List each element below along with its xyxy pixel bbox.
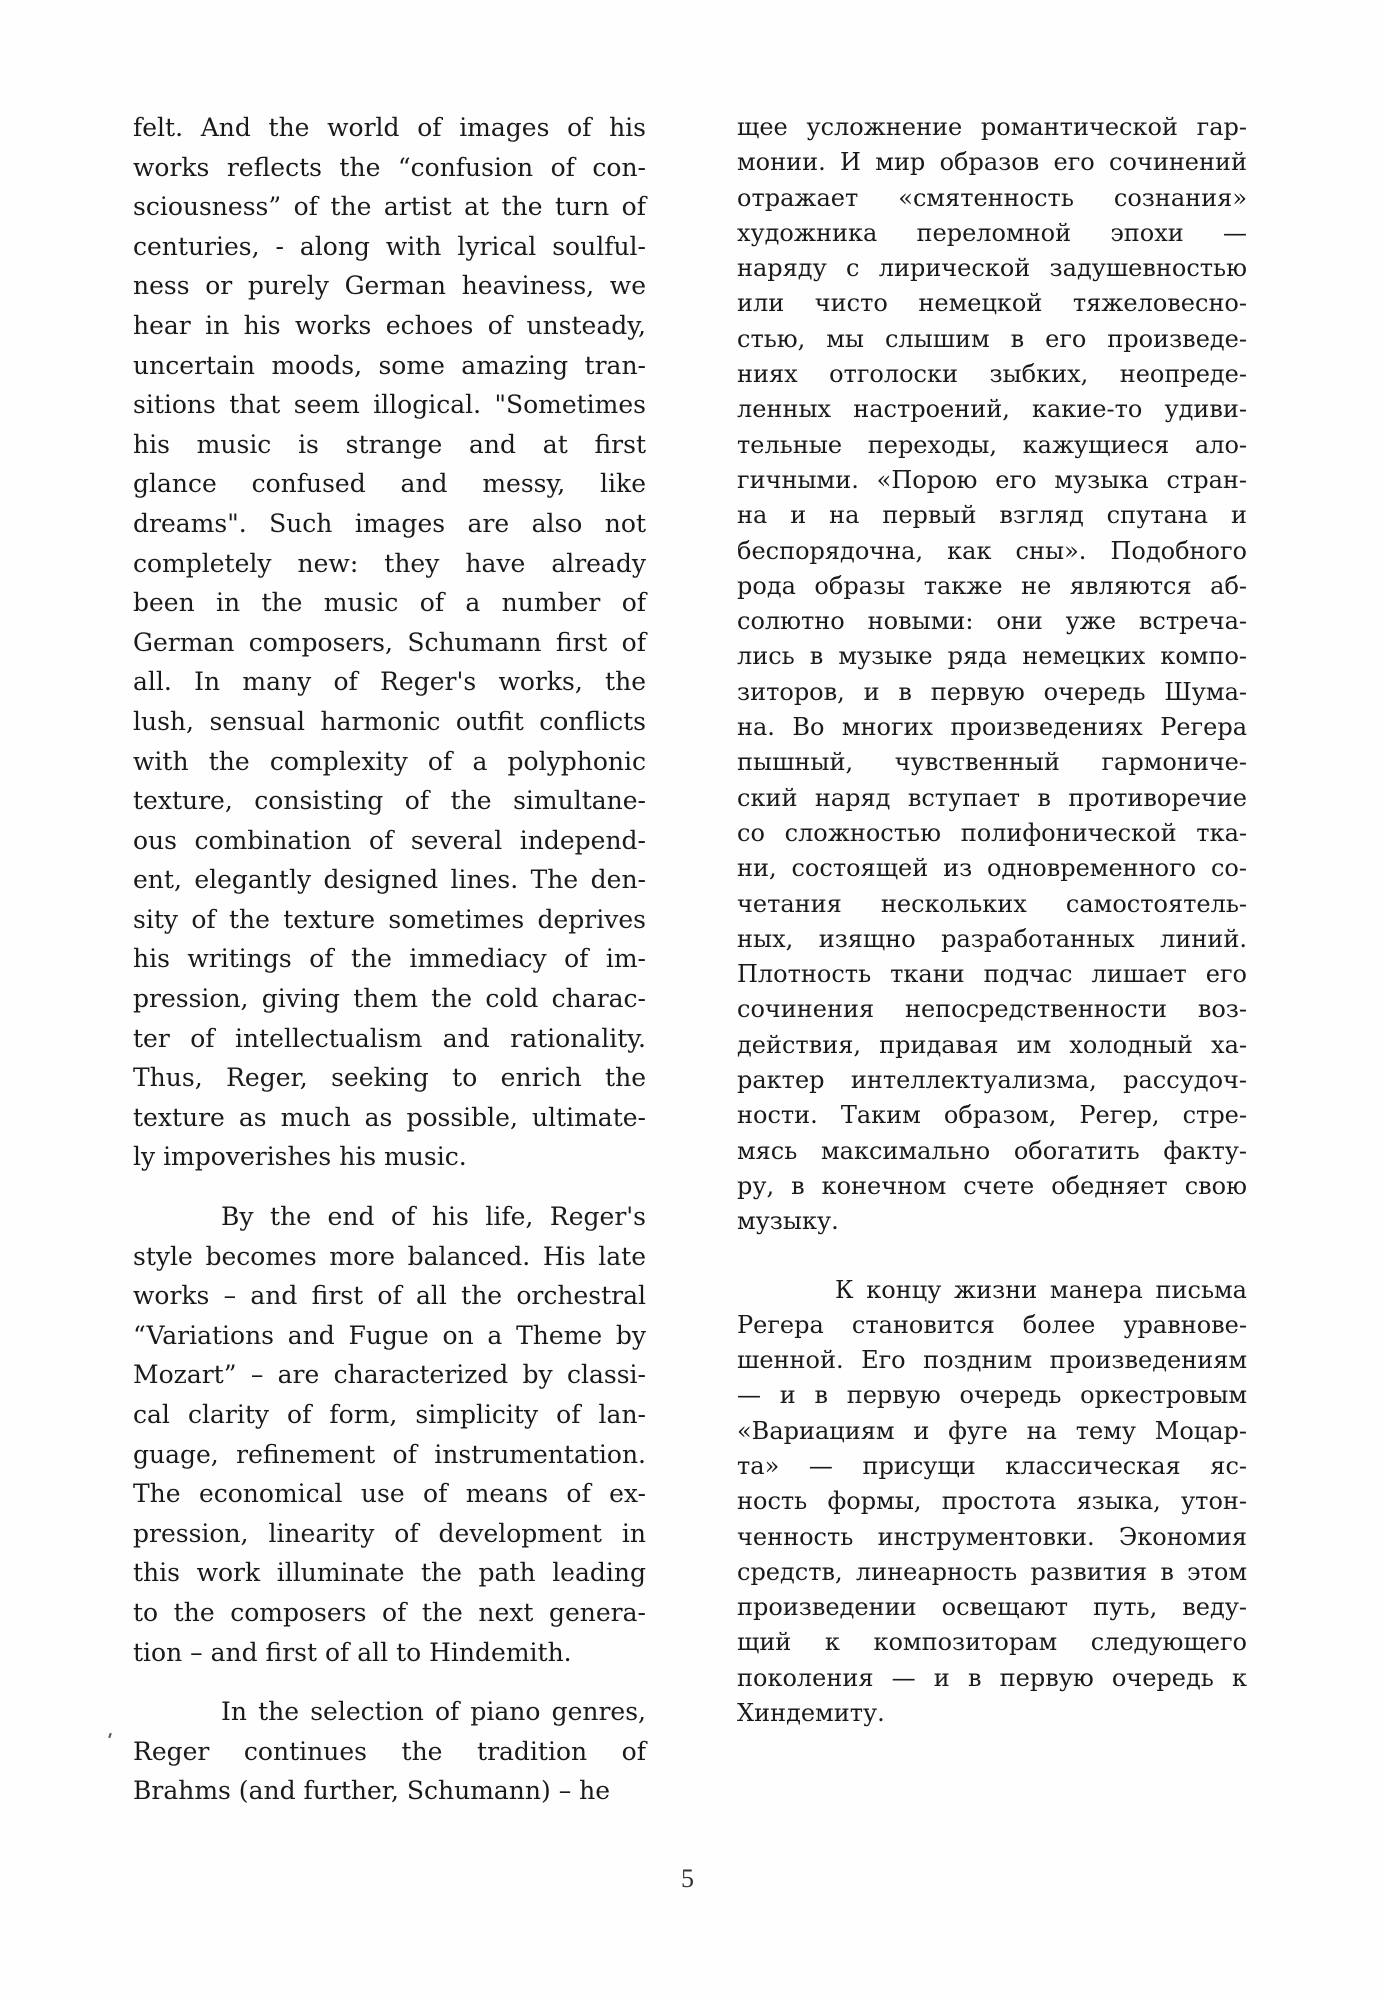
text-line: cal clarity of form, simplicity of lan- bbox=[133, 1400, 646, 1429]
text-line: мясь максимально обогатить факту- bbox=[737, 1136, 1247, 1165]
text-line: художника переломной эпохи — bbox=[737, 218, 1247, 247]
text-line: centuries, - along with lyrical soulful- bbox=[133, 231, 646, 261]
text-line: сочинения непосредственности воз- bbox=[737, 995, 1247, 1024]
text-line: this work illuminate the path leading bbox=[133, 1558, 646, 1588]
text-line: монии. И мир образов его сочинений bbox=[737, 148, 1247, 177]
text-line: — и в первую очередь оркестровым bbox=[737, 1381, 1247, 1410]
text-line: style becomes more balanced. His late bbox=[133, 1241, 646, 1271]
text-line: щий к композиторам следующего bbox=[737, 1628, 1247, 1657]
text-line: гичными. «Порою его музыка стран- bbox=[737, 465, 1247, 494]
text-line: К концу жизни манера письма bbox=[835, 1275, 1247, 1304]
text-line: ниях отголоски зыбких, неопреде- bbox=[737, 360, 1247, 389]
text-line: texture as much as possible, ultimate- bbox=[133, 1102, 646, 1132]
text-line: sciousness” of the artist at the turn of bbox=[133, 192, 646, 222]
text-line: lush, sensual harmonic outfit conflicts bbox=[133, 706, 646, 736]
text-line: ленных настроений, какие-то удиви- bbox=[737, 395, 1247, 424]
text-line: ных, изящно разработанных линий. bbox=[737, 924, 1247, 953]
text-line: рактер интеллектуализма, рассудоч- bbox=[737, 1066, 1247, 1095]
text-line: In the selection of piano genres, bbox=[221, 1697, 646, 1727]
text-line: to the composers of the next genera- bbox=[133, 1597, 646, 1627]
text-line: отражает «смятенность сознания» bbox=[737, 183, 1247, 212]
text-line: pression, giving them the cold charac- bbox=[133, 984, 646, 1014]
text-line: наряду с лирической задушевностью bbox=[737, 254, 1247, 283]
text-line: dreams". Such images are also not bbox=[133, 508, 646, 538]
text-line: рода образы также не являются аб- bbox=[737, 571, 1247, 600]
text-line: или чисто немецкой тяжеловесно- bbox=[737, 289, 1247, 318]
text-line: pression, linearity of development in bbox=[133, 1518, 646, 1548]
text-line: Mozart” – are characterized by classi- bbox=[133, 1360, 646, 1390]
text-line: all. In many of Reger's works, the bbox=[133, 667, 646, 697]
text-line: лись в музыке ряда немецких компо- bbox=[737, 642, 1247, 671]
text-line: Хиндемиту. bbox=[737, 1699, 885, 1728]
text-line: uncertain moods, some amazing tran- bbox=[133, 350, 646, 380]
text-line: ни, состоящей из одновременного со- bbox=[737, 854, 1247, 883]
text-line: стью, мы слышим в его произведе- bbox=[737, 324, 1247, 353]
paragraph-en-2 bbox=[133, 1197, 646, 1672]
text-line: пышный, чувственный гармониче- bbox=[737, 748, 1247, 777]
paragraph-en-1 bbox=[133, 108, 646, 1177]
english-column bbox=[133, 108, 646, 1811]
text-line: солютно новыми: они уже встреча- bbox=[737, 607, 1247, 636]
text-line: works – and first of all the orchestral bbox=[133, 1281, 646, 1311]
text-line: ness or purely German heaviness, we bbox=[133, 271, 646, 301]
text-line: на. Во многих произведениях Регера bbox=[737, 713, 1247, 742]
text-line: been in the music of a number of bbox=[133, 588, 646, 618]
text-line: беспорядочна, как сны». Подобного bbox=[737, 536, 1247, 565]
text-line: his music is strange and at first bbox=[133, 429, 646, 459]
text-line: тельные переходы, кажущиеся ало- bbox=[737, 430, 1247, 459]
text-line: ter of intellectualism and rationality. bbox=[133, 1023, 646, 1053]
text-line: шенной. Его поздним произведениям bbox=[737, 1346, 1247, 1375]
text-line: средств, линеарность развития в этом bbox=[737, 1557, 1247, 1586]
text-line: щее усложнение романтической гар- bbox=[737, 113, 1247, 141]
text-line: ность формы, простота языка, утон- bbox=[737, 1487, 1247, 1516]
text-line: with the complexity of a polyphonic bbox=[133, 746, 646, 776]
text-line: hear in his works echoes of unsteady, bbox=[133, 310, 646, 340]
text-line: «Вариациям и фуге на тему Моцар- bbox=[737, 1416, 1247, 1445]
text-line: texture, consisting of the simultane- bbox=[133, 786, 646, 816]
text-line: ский наряд вступает в противоречие bbox=[737, 783, 1247, 812]
russian-column bbox=[737, 110, 1247, 1731]
paragraph-ru-2 bbox=[737, 1273, 1247, 1732]
text-line: sity of the texture sometimes deprives bbox=[133, 904, 646, 934]
text-line: ous combination of several independ- bbox=[133, 825, 646, 855]
text-line: German composers, Schumann first of bbox=[133, 627, 646, 657]
text-line: музыку. bbox=[737, 1207, 839, 1236]
text-line: felt. And the world of images of his bbox=[133, 113, 646, 142]
paragraph-ru-1 bbox=[737, 110, 1247, 1240]
text-line: ly impoverishes his music. bbox=[133, 1142, 467, 1172]
text-line: By the end of his life, Reger's bbox=[221, 1202, 646, 1232]
text-line: Reger continues the tradition of bbox=[133, 1736, 646, 1766]
page-number: 5 bbox=[681, 1864, 694, 1893]
text-line: ченность инструментовки. Экономия bbox=[737, 1522, 1247, 1551]
text-line: ру, в конечном счете обедняет свою bbox=[737, 1171, 1247, 1200]
text-line: “Variations and Fugue on a Theme by bbox=[133, 1320, 646, 1350]
text-line: The economical use of means of ex- bbox=[133, 1479, 646, 1509]
text-line: tion – and first of all to Hindemith. bbox=[133, 1637, 572, 1667]
text-line: Регера становится более уравнове- bbox=[737, 1310, 1247, 1339]
text-line: Thus, Reger, seeking to enrich the bbox=[133, 1063, 646, 1093]
text-line: со сложностью полифонической тка- bbox=[737, 818, 1247, 847]
text-line: ent, elegantly designed lines. The den- bbox=[133, 865, 646, 895]
text-line: Плотность ткани подчас лишает его bbox=[737, 960, 1247, 989]
text-line: на и на первый взгляд спутана и bbox=[737, 501, 1247, 530]
scan-artifact-mark bbox=[108, 1733, 112, 1738]
text-line: his writings of the immediacy of im- bbox=[133, 944, 646, 974]
text-line: works reflects the “confusion of con- bbox=[133, 152, 646, 182]
text-line: sitions that seem illogical. "Sometimes bbox=[133, 390, 646, 420]
text-line: glance confused and messy, like bbox=[133, 469, 646, 499]
text-line: действия, придавая им холодный ха- bbox=[737, 1030, 1247, 1059]
text-line: Brahms (and further, Schumann) – he bbox=[133, 1776, 611, 1806]
text-line: поколения — и в первую очередь к bbox=[737, 1663, 1247, 1692]
text-line: ности. Таким образом, Регер, стре- bbox=[737, 1101, 1247, 1130]
text-line: та» — присущи классическая яс- bbox=[737, 1451, 1247, 1480]
paragraph-en-3 bbox=[133, 1692, 646, 1811]
text-line: completely new: they have already bbox=[133, 548, 646, 578]
text-line: четания нескольких самостоятель- bbox=[737, 889, 1247, 918]
text-line: guage, refinement of instrumentation. bbox=[133, 1439, 646, 1469]
text-line: зиторов, и в первую очередь Шума- bbox=[737, 677, 1247, 706]
text-line: произведении освещают путь, веду- bbox=[737, 1593, 1247, 1622]
